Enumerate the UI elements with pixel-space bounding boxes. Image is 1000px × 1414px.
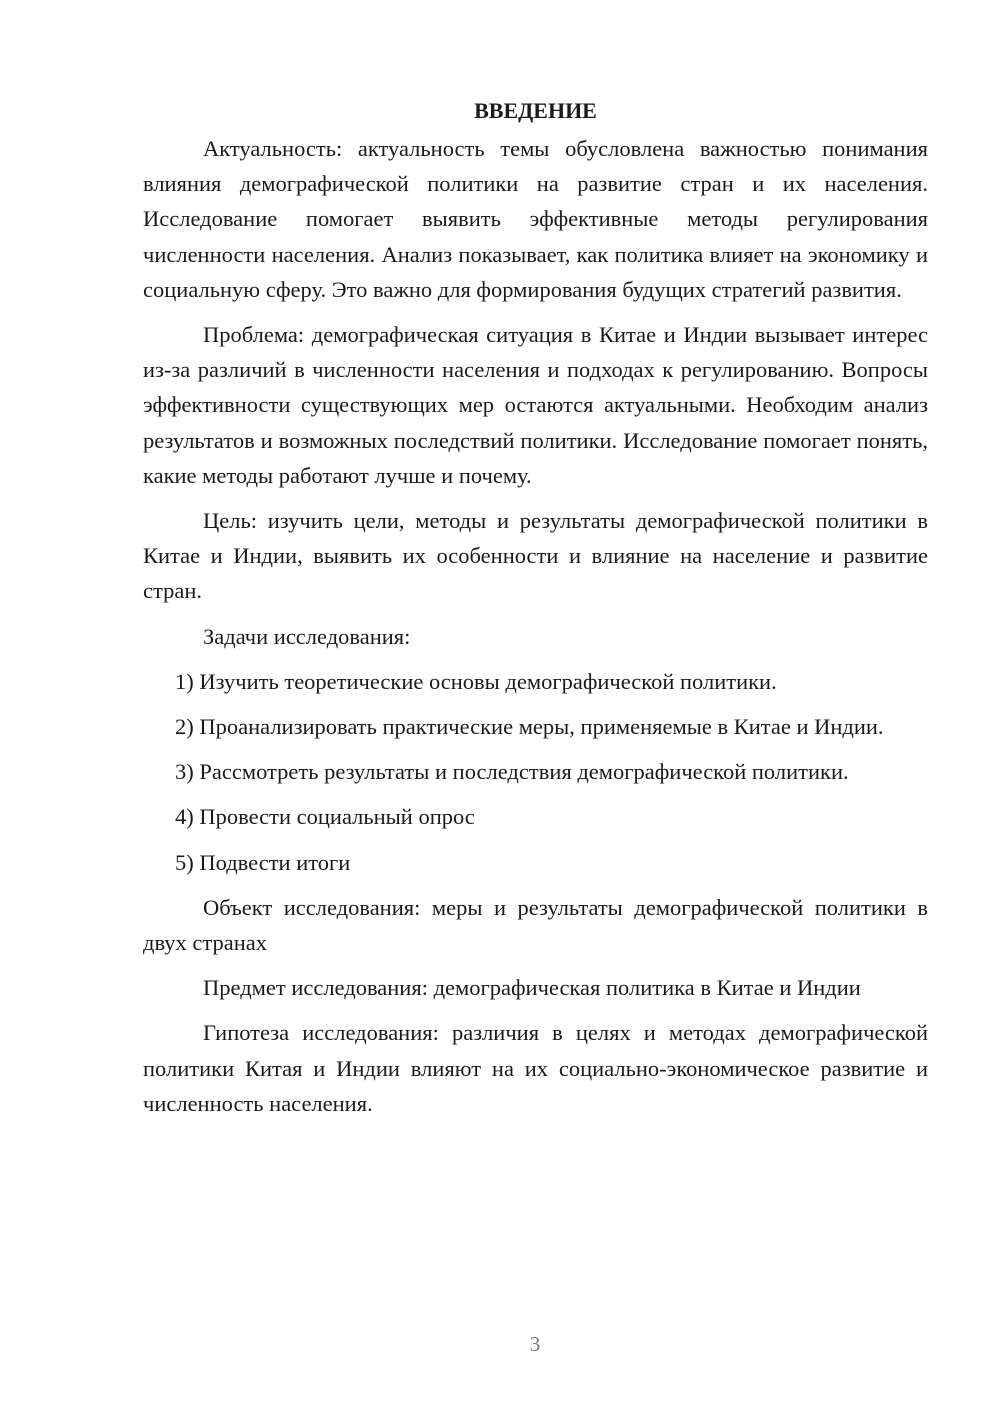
document-title: ВВЕДЕНИЕ: [474, 98, 597, 123]
page-number: 3: [529, 1332, 541, 1356]
tasks-heading: Задачи исследования:: [203, 623, 411, 649]
paragraph-object: Объект исследования: меры и результаты демографической политики в двух странах: [143, 894, 928, 956]
paragraph-hypothesis: Гипотеза исследования: различия в целях и методах демографической политики Китая и Индии влияют на их социально-экономическое развитие и численность населения.: [143, 1020, 928, 1116]
paragraph-goal: Цель: изучить цели, методы и результаты демографической политики в Китае и Индии, выявить их особенности и влияние на население и развитие стран.: [143, 508, 928, 604]
document-page: [143, 93, 928, 1131]
task-item-5: 5) Подвести итоги: [175, 849, 351, 875]
paragraph-relevance: Актуальность: актуальность темы обусловлена важностью понимания влияния демографической политики на развитие стран и их населения. Исследование помогает выявить эффективные методы регулирования численности населения. Анализ показывает, как политика влияет на экономику и социальную сферу. Это важно для формирования будущих стратегий развития.: [143, 136, 928, 302]
task-item-2: 2) Проанализировать практические меры, применяемые в Китае и Индии.: [175, 714, 884, 740]
task-item-3: 3) Рассмотреть результаты и последствия демографической политики.: [175, 759, 849, 785]
task-item-1: 1) Изучить теоретические основы демографической политики.: [175, 668, 777, 694]
paragraph-subject: Предмет исследования: демографическая политика в Китае и Индии: [203, 975, 861, 1001]
paragraph-problem: Проблема: демографическая ситуация в Китае и Индии вызывает интерес из-за различий в численности населения и подходах к регулированию. Вопросы эффективности существующих мер остаются актуальными. Необходим анализ результатов и возможных последствий политики. Исследование помогает понять, какие методы работают лучше и почему.: [143, 322, 928, 488]
task-item-4: 4) Провести социальный опрос: [175, 804, 475, 830]
